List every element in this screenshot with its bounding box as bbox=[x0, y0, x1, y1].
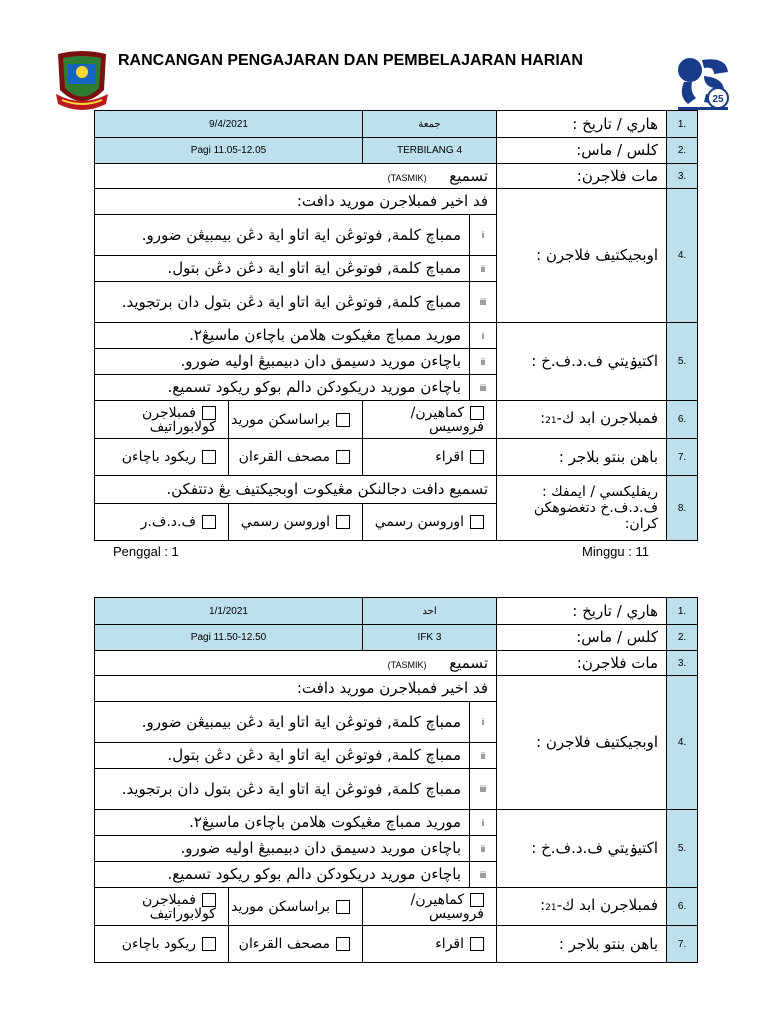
page-title: RANCANGAN PENGAJARAN DAN PEMBELAJARAN HARIAN bbox=[118, 52, 583, 69]
subject-value bbox=[95, 164, 497, 189]
row-number: 5. bbox=[667, 810, 698, 888]
pak21-option-student-based[interactable]: براساسكن موريد bbox=[229, 888, 363, 926]
reflection-option-pdpr[interactable]: ف.د.ف.ر bbox=[95, 504, 229, 541]
objective-i-num: i bbox=[470, 702, 497, 743]
time-value: Pagi 11.50-12.50 bbox=[95, 625, 363, 651]
pak21-option-skills[interactable]: كماهيرن/ فروسيس bbox=[363, 888, 497, 926]
date-value: 9/4/2021 bbox=[95, 111, 363, 138]
activity-ii: باچاءن موريد دسيمق دان دبيمبيڠ اوليه ضورو. bbox=[95, 349, 470, 375]
pak21-option-skills[interactable]: كماهيرن/ فروسيس bbox=[363, 401, 497, 439]
checkbox[interactable] bbox=[470, 450, 484, 464]
subject-arabic: تسميع bbox=[449, 167, 488, 185]
week-label: Minggu : 11 bbox=[582, 544, 649, 559]
pak21-option-collaborative[interactable]: فمبلاجرن كولابوراتيف bbox=[95, 888, 229, 926]
checkbox[interactable] bbox=[202, 515, 216, 529]
activity-iii: باچاءن موريد دريكودكن دالم بوكو ريكود تسميع. bbox=[95, 862, 470, 888]
school-crest-logo bbox=[54, 50, 110, 114]
activity-i-num: i bbox=[470, 810, 497, 836]
row-number: 1. bbox=[667, 598, 698, 625]
pak21-label: فمبلاجرن ابد ك-21: bbox=[497, 401, 667, 439]
reflection-label: ريفليكسي / ايمفك : ف.د.ف.خ دتغضوهكن كران: bbox=[497, 476, 667, 541]
objective-ii: ممباچ كلمة, فوتوڠن اية اتاو اية دڠن دڠن بتول. bbox=[95, 256, 470, 282]
materials-label: باهن بنتو بلاجر : bbox=[497, 926, 667, 963]
activity-iii: باچاءن موريد دريكودكن دالم بوكو ريكود تسميع. bbox=[95, 375, 470, 401]
term-label: Penggal : 1 bbox=[113, 544, 179, 559]
activity-iii-num: iii bbox=[470, 862, 497, 888]
activities-label: اكتيۏيتي ف.د.ف.خ : bbox=[497, 323, 667, 401]
checkbox[interactable] bbox=[336, 900, 350, 914]
materials-label: باهن بنتو بلاجر : bbox=[497, 439, 667, 476]
checkbox[interactable] bbox=[470, 937, 484, 951]
daily-plan-table-2 bbox=[94, 597, 698, 963]
objective-iii-num: iii bbox=[470, 282, 497, 323]
subject-label: مات فلاجرن: bbox=[497, 164, 667, 189]
time-value: Pagi 11.05-12.05 bbox=[95, 138, 363, 164]
row-number: 5. bbox=[667, 323, 698, 401]
subject-arabic: تسميع bbox=[449, 654, 488, 672]
row-number: 6. bbox=[667, 401, 698, 439]
objectives-intro: فد اخير فمبلاجرن موريد دافت: bbox=[95, 189, 497, 215]
material-option-iqra[interactable]: اقراء bbox=[363, 439, 497, 476]
day-value: جمعة bbox=[363, 111, 497, 138]
checkbox[interactable] bbox=[202, 893, 216, 907]
material-option-iqra[interactable]: اقراء bbox=[363, 926, 497, 963]
activity-i: موريد ممباچ مڠيكوت هلامن باچاءن ماسيڠ٢. bbox=[95, 810, 470, 836]
material-option-recording[interactable]: ريكود باچاءن bbox=[95, 439, 229, 476]
row-number: 4. bbox=[667, 189, 698, 323]
row-number: 3. bbox=[667, 651, 698, 676]
activity-ii: باچاءن موريد دسيمق دان دبيمبيڠ اوليه ضورو. bbox=[95, 836, 470, 862]
checkbox[interactable] bbox=[202, 406, 216, 420]
date-value: 1/1/2021 bbox=[95, 598, 363, 625]
objective-ii-num: ii bbox=[470, 256, 497, 282]
checkbox[interactable] bbox=[202, 937, 216, 951]
activity-ii-num: ii bbox=[470, 836, 497, 862]
ministry-logo bbox=[674, 52, 732, 112]
objective-ii: ممباچ كلمة, فوتوڠن اية اتاو اية دڠن دڠن بتول. bbox=[95, 743, 470, 769]
reflection-option-official-1[interactable]: اوروسن رسمي bbox=[363, 504, 497, 541]
row-number: 4. bbox=[667, 676, 698, 810]
row-number: 2. bbox=[667, 138, 698, 164]
checkbox[interactable] bbox=[336, 937, 350, 951]
row-number: 2. bbox=[667, 625, 698, 651]
checkbox[interactable] bbox=[470, 515, 484, 529]
checkbox[interactable] bbox=[336, 515, 350, 529]
row-number: 1. bbox=[667, 111, 698, 138]
row-number: 6. bbox=[667, 888, 698, 926]
material-option-mushaf[interactable]: مصحف القرءان bbox=[229, 439, 363, 476]
pak21-label: فمبلاجرن ابد ك-21: bbox=[497, 888, 667, 926]
objectives-intro: فد اخير فمبلاجرن موريد دافت: bbox=[95, 676, 497, 702]
activity-i: موريد ممباچ مڠيكوت هلامن باچاءن ماسيڠ٢. bbox=[95, 323, 470, 349]
day-date-label: هاري / تاريخ : bbox=[497, 598, 667, 625]
activity-i-num: i bbox=[470, 323, 497, 349]
checkbox[interactable] bbox=[336, 450, 350, 464]
class-value: TERBILANG 4 bbox=[363, 138, 497, 164]
objective-iii-num: iii bbox=[470, 769, 497, 810]
class-time-label: كلس / ماس: bbox=[497, 138, 667, 164]
checkbox[interactable] bbox=[202, 450, 216, 464]
objective-i: ممباچ كلمة, فوتوڠن اية اتاو اية دڠن بيمبيڠن ضورو. bbox=[95, 702, 470, 743]
reflection-option-official-2[interactable]: اوروسن رسمي bbox=[229, 504, 363, 541]
subject-value bbox=[95, 651, 497, 676]
objective-iii: ممباچ كلمة, فوتوڠن اية اتاو اية دڠن بتول دان برتجويد. bbox=[95, 282, 470, 323]
objective-ii-num: ii bbox=[470, 743, 497, 769]
day-value: احد bbox=[363, 598, 497, 625]
row-number: 7. bbox=[667, 439, 698, 476]
subject-latin: (TASMIK) bbox=[387, 660, 427, 670]
subject-label: مات فلاجرن: bbox=[497, 651, 667, 676]
pak21-option-student-based[interactable]: براساسكن موريد bbox=[229, 401, 363, 439]
material-option-mushaf[interactable]: مصحف القرءان bbox=[229, 926, 363, 963]
reflection-text: تسميع دافت دجالنكن مڠيكوت اوبجيكتيف يڠ دتتفكن. bbox=[95, 476, 497, 504]
class-value: IFK 3 bbox=[363, 625, 497, 651]
row-number: 8. bbox=[667, 476, 698, 541]
checkbox[interactable] bbox=[470, 893, 484, 907]
checkbox[interactable] bbox=[470, 406, 484, 420]
pak21-option-collaborative[interactable]: فمبلاجرن كولابوراتيف bbox=[95, 401, 229, 439]
day-date-label: هاري / تاريخ : bbox=[497, 111, 667, 138]
objective-i-num: i bbox=[470, 215, 497, 256]
material-option-recording[interactable]: ريكود باچاءن bbox=[95, 926, 229, 963]
svg-text:25: 25 bbox=[712, 94, 724, 105]
checkbox[interactable] bbox=[336, 413, 350, 427]
activities-label: اكتيۏيتي ف.د.ف.خ : bbox=[497, 810, 667, 888]
row-number: 7. bbox=[667, 926, 698, 963]
objective-iii: ممباچ كلمة, فوتوڠن اية اتاو اية دڠن بتول دان برتجويد. bbox=[95, 769, 470, 810]
row-number: 3. bbox=[667, 164, 698, 189]
subject-latin: (TASMIK) bbox=[387, 173, 427, 183]
activity-ii-num: ii bbox=[470, 349, 497, 375]
objective-i: ممباچ كلمة, فوتوڠن اية اتاو اية دڠن بيمبيڠن ضورو. bbox=[95, 215, 470, 256]
daily-plan-table-1 bbox=[94, 110, 698, 541]
activity-iii-num: iii bbox=[470, 375, 497, 401]
class-time-label: كلس / ماس: bbox=[497, 625, 667, 651]
objectives-label: اوبجيكتيف فلاجرن : bbox=[497, 676, 667, 810]
objectives-label: اوبجيكتيف فلاجرن : bbox=[497, 189, 667, 323]
